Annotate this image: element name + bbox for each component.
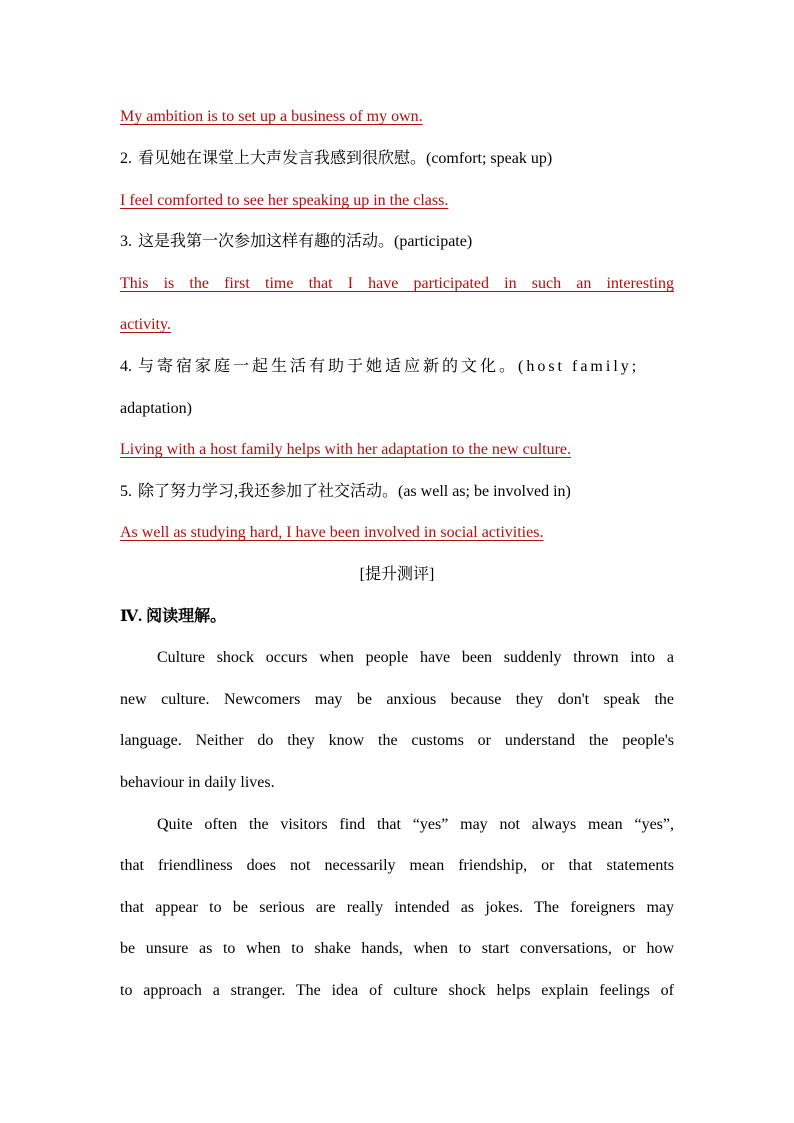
question-3-text: 这是我第一次参加这样有趣的活动。(participate) xyxy=(138,233,473,250)
question-2 xyxy=(120,148,674,170)
question-4-text: 与寄宿家庭一起生活有助于她适应新的文化。(host family; xyxy=(138,358,640,375)
answer-2-text: I feel comforted to see her speaking up in the class. xyxy=(120,192,449,209)
section-heading: [提升测评] xyxy=(359,566,435,583)
passage-p2-line-1: Quite often the visitors find that “yes” may not always mean “yes”, xyxy=(157,816,674,833)
part-title: Ⅳ. 阅读理解。 xyxy=(120,608,227,625)
question-3-number: 3. xyxy=(120,233,132,250)
answer-2 xyxy=(120,190,674,212)
question-5-number: 5. xyxy=(120,483,132,500)
passage-p1-line-2: new culture. Newcomers may be anxious because they don't speak the xyxy=(120,691,674,708)
passage-p1-line-3: language. Neither do they know the customs or understand the people's xyxy=(120,732,674,749)
question-4-number: 4. xyxy=(120,358,132,375)
answer-3-line-1: This is the first time that I have participated in such an interesting xyxy=(120,275,674,292)
answer-3-line-2 xyxy=(120,314,674,336)
answer-5 xyxy=(120,522,674,544)
answer-4 xyxy=(120,439,674,461)
passage-p2-line-3: that appear to be serious are really intended as jokes. The foreigners may xyxy=(120,899,674,916)
question-3 xyxy=(120,231,674,253)
answer-4-text: Living with a host family helps with her adaptation to the new culture. xyxy=(120,441,572,458)
answer-3-line-2-text: activity. xyxy=(120,316,171,333)
question-5 xyxy=(120,481,674,503)
question-4-line-1 xyxy=(120,356,674,378)
answer-1 xyxy=(120,106,674,128)
question-2-number: 2. xyxy=(120,150,132,167)
passage-p2-line-5: to approach a stranger. The idea of culture shock helps explain feelings of xyxy=(120,982,674,999)
question-5-text: 除了努力学习,我还参加了社交活动。(as well as; be involved in) xyxy=(138,483,571,500)
passage-p1-line-4: behaviour in daily lives. xyxy=(120,774,275,791)
question-4-line-2: adaptation) xyxy=(120,400,192,417)
passage-p2-line-2: that friendliness does not necessarily mean friendship, or that statements xyxy=(120,857,674,874)
answer-5-text: As well as studying hard, I have been involved in social activities. xyxy=(120,524,544,541)
passage-p1-line-1: Culture shock occurs when people have been suddenly thrown into a xyxy=(157,649,674,666)
question-2-text: 看见她在课堂上大声发言我感到很欣慰。(comfort; speak up) xyxy=(138,150,553,167)
passage-p2-line-4: be unsure as to when to shake hands, when to start conversations, or how xyxy=(120,940,674,957)
answer-1-text: My ambition is to set up a business of my own. xyxy=(120,108,423,125)
